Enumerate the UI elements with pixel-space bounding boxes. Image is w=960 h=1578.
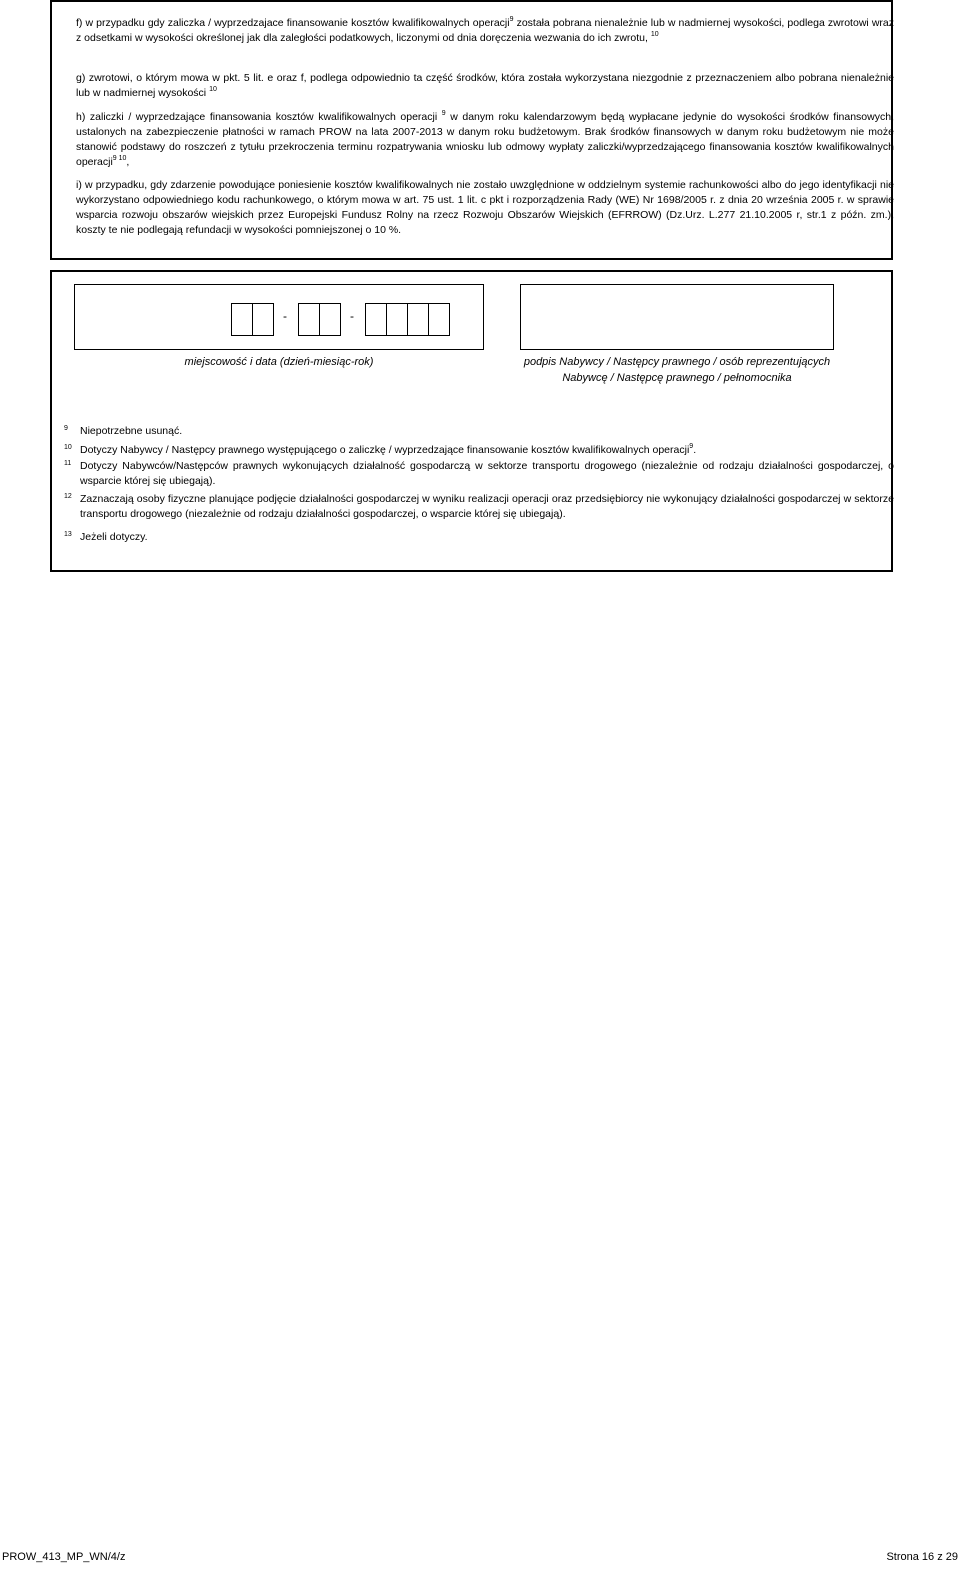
footnote-text: Dotyczy Nabywców/Następców prawnych wykonujących działalność gospodarczą w sektorze transportu drogowego (niezależnie od rodzaju działalności gospodarczej, o wsparcie której się ubiegają). [80,460,894,487]
footnote-number: 12 [64,493,72,500]
paragraph-g [76,71,894,101]
conditions-box [50,0,893,260]
footnote-text: Dotyczy Nabywcy / Następcy prawnego występującego o zaliczkę / wyprzedzające finansowanie kosztów kwalifikowalnych operacji [80,444,690,456]
date-separator: - [350,309,354,323]
footnote-number: 13 [64,531,72,538]
paragraph-h [76,110,894,170]
footnote-text: Jeżeli dotyczy. [80,531,148,543]
date-year-digit-1[interactable] [365,303,387,336]
footnote-9 [64,424,894,439]
footnote-ref: 10 [650,30,659,38]
date-day-digit-2[interactable] [252,303,274,336]
paragraph-f-text: f) w przypadku gdy zaliczka / wyprzedzajace finansowanie kosztów kwalifikowalnych operacji [76,17,510,29]
document-code: PROW_413_MP_WN/4/z [2,1551,126,1563]
page-number: Strona 16 z 29 [886,1551,958,1563]
date-month-digit-1[interactable] [298,303,320,336]
signature-field[interactable] [520,284,834,350]
signature-footnotes-box [50,270,893,572]
footnote-12 [64,492,894,522]
footnote-11 [64,459,894,489]
date-day-digit-1[interactable] [231,303,253,336]
date-separator: - [283,309,287,323]
date-year-digit-2[interactable] [386,303,408,336]
footnote-ref: 9 10 [112,154,127,162]
footnote-number: 9 [64,425,68,432]
footnote-ref: 9 [441,109,446,117]
footnote-text-wrap [64,443,894,458]
paragraph-h-text-cont: w danym roku kalendarzowym będą wypłacane jedynie do wysokości środków finansowych, ustalonych na zabezpieczenie płatności w ramach PROW na lata 2007-2013 w danym roku budżetowym. Brak środków finansowych w danym roku budżetowym nie może stanowić podstawy do roszczeń z tytułu przekroczenia terminu rozpatrywania wniosku lub odmowy wypłaty zaliczki/wyprzedzającego finansowania kosztów kwalifikowalnych operacji [76,111,894,168]
footnote-number: 11 [64,460,72,467]
footnote-ref: 9 [509,15,514,23]
footnote-text: Zaznaczają osoby fizyczne planujące podjęcie działalności gospodarczej w wyniku realizacji operacji oraz przedsiębiorcy nie wykonujący działalności gospodarczej w sektorze transportu drogowego (niezależnie od rodzaju działalności gospodarczej, o wsparcie której się ubiegają). [80,493,894,520]
paragraph-i-text: i) w przypadku, gdy zdarzenie powodujące poniesienie kosztów kwalifikowalnych nie zostało uwzględnione w oddzielnym systemie rachunkowości albo do jego identyfikacji nie wykorzystano odpowiedniego kodu rachunkowego, o którym mowa w art. 75 ust. 1 lit. c pkt i rozporządzenia Rady (WE) Nr 1698/2005 r. z dnia 20 września 2005 r. w sprawie wsparcia rozwoju obszarów wiejskich przez Europejski Fundusz Rolny na rzecz Rozwoju Obszarów Wiejskich (EFRROW) (Dz.Urz. L.277 21.10.2005 r, str.1 z późn. zm.), koszty te nie podlegają refundacji w wysokości pomniejszonej o 10 %. [76,179,894,236]
date-month-digit-2[interactable] [319,303,341,336]
paragraph-h-text-end: , [126,156,130,168]
date-year-digit-3[interactable] [407,303,429,336]
paragraph-e-text: e oraz f, podlega odpowiednio ta część środków, która została wykorzystana niezgodnie z przeznaczeniem albo pobrana nienależnie lub w nadmiernej wysokości [76,72,895,99]
paragraph-g-text: g) zwrotowi, o którym mowa w pkt. 5 lit. [76,72,268,84]
signature-caption: podpis Nabywcy / Następcy prawnego / osób reprezentujących Nabywcę / Następcę prawnego / pełnomocnika [523,356,831,384]
date-caption: miejscowość i data (dzień-miesiąc-rok) [184,356,374,368]
footnote-text: Niepotrzebne usunąć. [80,425,183,437]
footnote-13 [64,530,894,545]
paragraph-h-text: h) zaliczki / wyprzedzające finansowania kosztów kwalifikowalnych operacji [76,111,442,123]
footnote-text-end: . [693,444,697,456]
place-date-area [74,284,484,350]
paragraph-i [76,178,894,238]
footnote-ref: 9 [689,442,694,450]
footnote-10 [64,443,894,458]
date-year-digit-4[interactable] [428,303,450,336]
paragraph-f-text-cont: została pobrana nienależnie lub w nadmiernej wysokości, podlega zwrotowi wraz z odsetkami w wysokości określonej jak dla zaległości podatkowych, liczonymi od dnia doręczenia wezwania do ich zwrotu, [76,17,894,44]
footnote-ref: 10 [209,85,217,93]
footnote-number: 10 [64,444,72,451]
paragraph-f [76,16,894,46]
